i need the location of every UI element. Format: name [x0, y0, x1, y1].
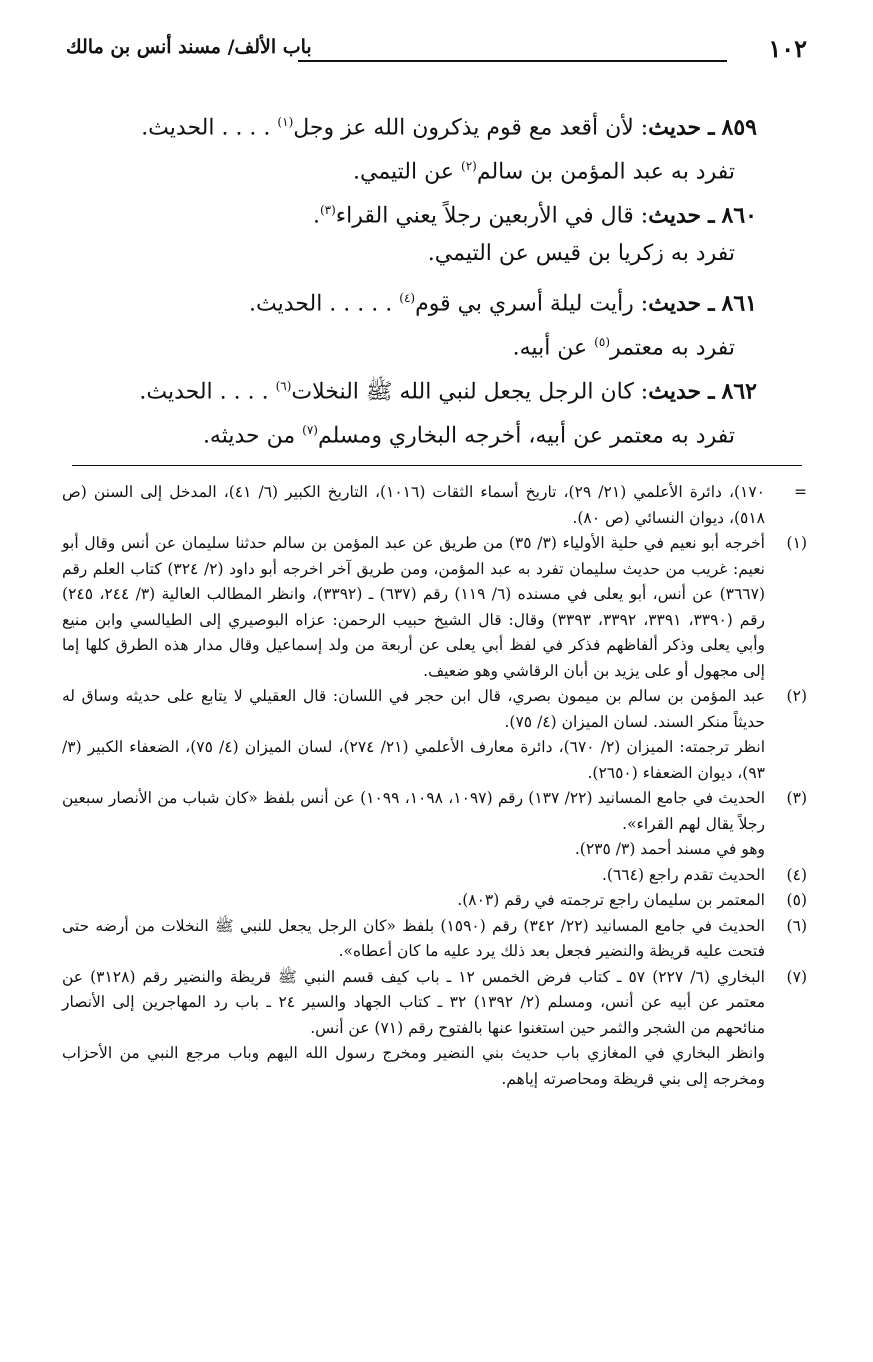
footnote-ref: (٥) — [594, 335, 610, 349]
hadith-label: حديث — [648, 290, 702, 317]
footnote-4 — [62, 863, 807, 889]
hadith-number: ٨٥٩ — [721, 114, 757, 141]
footnote-text: أخرجه أبو نعيم في حلية الأولياء (٣/ ٣٥) من طريق عن عبد المؤمن بن سالم حدثنا سليمان عن أنس وقال أبو نعيم: غريب من حديث سليمان تفرد به عبد المؤمن، ومن طريق آخر اخرجه أبو داود (٢/ ٣٢٤) كتاب العلم رقم (٣٦٦٧) عن أنس، أبو يعلى في مسنده (٦/ ١١٩) رقم (٦٣٧) ـ (٣٣٩٢)، وانظر المطالب العالية (٣/ ٢٤٤، ٢٤٥) رقم (٣٣٩٠، ٣٣٩١، ٣٣٩٢، ٣٣٩٣) وقال: قال الشيخ حبيب الرحمن: عزاه البوصيري إلى الطيالسي وابن منيع وأبي يعلى وذكر ألفاظهم فذكر في لفظ أبي يعلى عن أربعة من ولد إسماعيل وقال مدار هذه الطرق كلها إما إلى مجهول أو على يزيد بن أبان الرقاشي وهو ضعيف. — [62, 534, 766, 680]
footnote-2-extra: انظر ترجمته: الميزان (٢/ ٦٧٠)، دائرة معارف الأعلمي (٢١/ ٢٧٤)، لسان الميزان (٤/ ٧٥)، الضعفاء الكبير (٣/ ٩٣)، ديوان الضعفاء (٢٦٥٠). — [62, 738, 766, 782]
footnote-mark: = — [794, 483, 807, 501]
footnote-mark: (٧) — [786, 967, 807, 986]
hadith-861 — [106, 276, 757, 320]
hadith-859 — [106, 100, 757, 144]
footnote-ref: (٢) — [461, 159, 477, 173]
footnote-ref: (٣) — [319, 203, 336, 217]
footnote-mark: (٢) — [786, 687, 807, 705]
note-tail: عن التيمي. — [352, 159, 461, 185]
hadith-text: : كان الرجل يجعل لنبي الله ﷺ النخلات — [291, 379, 649, 405]
footnote-text: عبد المؤمن بن سالم بن ميمون بصري، قال ابن حجر في اللسان: قال العقيلي لا يتابع على حديثه وساق له حديثاً منكر السند. لسان الميزان (٤/ ٧٥). — [62, 687, 765, 731]
hadith-number: ٨٦١ — [721, 290, 757, 317]
hadith-label: حديث — [648, 378, 702, 405]
footnote-7-extra: وانظر البخاري في المغازي باب حديث بني النضير ومخرج رسول الله اليهم وباب مرجع النبي من الأحزاب ومخرجه إلى بني قريظة ومحاصرته إياهم. — [62, 1044, 765, 1088]
note-text: تفرد به معتمر — [610, 335, 735, 361]
footnote-ref: (٤) — [399, 291, 416, 305]
hadith-tail: . . . . الحديث. — [139, 379, 276, 405]
hadith-tail: . — [312, 203, 320, 229]
footnote-2 — [62, 684, 807, 735]
hadith-dash: ـ — [708, 114, 715, 141]
hadith-note — [106, 232, 757, 276]
footnote-5 — [62, 888, 807, 914]
footnote-7 — [62, 965, 807, 1042]
hadith-dash: ـ — [708, 202, 715, 229]
page-header — [66, 34, 807, 74]
footnote-text: الحديث تقدم راجع (٦٦٤). — [601, 865, 765, 884]
hadith-number: ٨٦٢ — [721, 378, 757, 405]
hadith-text: : رأيت ليلة أسري بي قوم — [415, 291, 649, 317]
hadith-text: : لأن أقعد مع قوم يذكرون الله عز وجل — [293, 115, 649, 141]
footnote-1 — [62, 531, 807, 684]
footnote-text: البخاري (٦/ ٢٢٧) ٥٧ ـ كتاب فرض الخمس ١٢ ـ باب كيف قسم النبي ﷺ قريظة والنضير رقم (٣١٢٨) عن معتمر عن أبيه عن أنس، ومسلم (٢/ ١٣٩٢) ٣٢ ـ كتاب الجهاد والسير ٢٤ ـ باب رد المهاجرين إلى الأنصار منائحهم من الشجر والثمر حين استغنوا عنها بالفتوح رقم (٧١) عن أنس. — [62, 967, 766, 1037]
running-title: باب الألف/ مسند أنس بن مالك — [66, 36, 312, 58]
footnote-3 — [62, 786, 807, 837]
footnote-separator — [72, 465, 802, 466]
hadith-dash: ـ — [708, 378, 715, 405]
footnote-text: الحديث في جامع المسانيد (٢٢/ ٣٤٢) رقم (١٥٩٠) بلفظ «كان الرجل يجعل للنبي ﷺ النخلات من أرضه حتى فتحت عليه قريظة والنضير فجعل بعد ذلك يرد عليه ما كان أعطاه». — [62, 916, 765, 960]
hadith-note — [106, 144, 757, 188]
hadith-text: : قال في الأربعين رجلاً يعني القراء — [335, 203, 649, 229]
footnote-6 — [62, 914, 807, 965]
footnote-3-extra: وهو في مسند أحمد (٣/ ٢٣٥). — [574, 840, 765, 858]
footnote-text: الحديث في جامع المسانيد (٢٢/ ١٣٧) رقم (١٠٩٧، ١٠٩٨، ١٠٩٩) عن أنس بلفظ «كان شباب من الأنصار سبعين رجلاً يقال لهم القراء». — [62, 789, 766, 833]
hadith-dash: ـ — [708, 290, 715, 317]
hadith-number: ٨٦٠ — [721, 202, 757, 229]
footnote-mark: (٦) — [786, 916, 807, 935]
note-tail: عن أبيه. — [512, 335, 595, 361]
footnote-ref: (٦) — [275, 379, 292, 393]
footnote-mark: (١) — [786, 534, 807, 552]
footnote-mark: (٤) — [786, 865, 807, 884]
page-number: ١٠٢ — [768, 34, 807, 63]
footnote-ref: (٧) — [302, 423, 318, 437]
footnotes — [62, 480, 807, 1092]
footnote-text: المعتمر بن سليمان راجع ترجمته في رقم (٨٠٣). — [457, 891, 765, 909]
hadith-860 — [106, 188, 757, 232]
hadith-label: حديث — [648, 202, 702, 229]
hadith-list — [106, 100, 757, 452]
note-tail: من حديثه. — [202, 423, 303, 449]
footnote-continued — [62, 480, 807, 531]
hadith-862 — [106, 364, 757, 408]
note-text: تفرد به معتمر عن أبيه، أخرجه البخاري ومسلم — [317, 423, 735, 449]
footnote-ref: (١) — [277, 115, 294, 129]
note-text: تفرد به عبد المؤمن بن سالم — [476, 159, 735, 185]
hadith-tail: . . . . الحديث. — [141, 115, 278, 141]
hadith-note — [106, 408, 757, 452]
hadith-note — [106, 320, 757, 364]
note-text: تفرد به زكريا بن قيس عن التيمي. — [427, 241, 735, 266]
footnote-mark: (٥) — [786, 891, 807, 909]
footnote-text: ١٧٠)، دائرة الأعلمي (٢١/ ٢٩)، تاريخ أسماء الثقات (١٠١٦)، التاريخ الكبير (٦/ ٤١)، المدخل إلى السنن (ص ٥١٨)، ديوان النسائي (ص ٨٠). — [62, 483, 766, 527]
header-rule — [298, 60, 727, 62]
hadith-tail: . . . . . الحديث. — [249, 291, 400, 317]
footnote-mark: (٣) — [786, 789, 807, 807]
hadith-label: حديث — [648, 114, 702, 141]
